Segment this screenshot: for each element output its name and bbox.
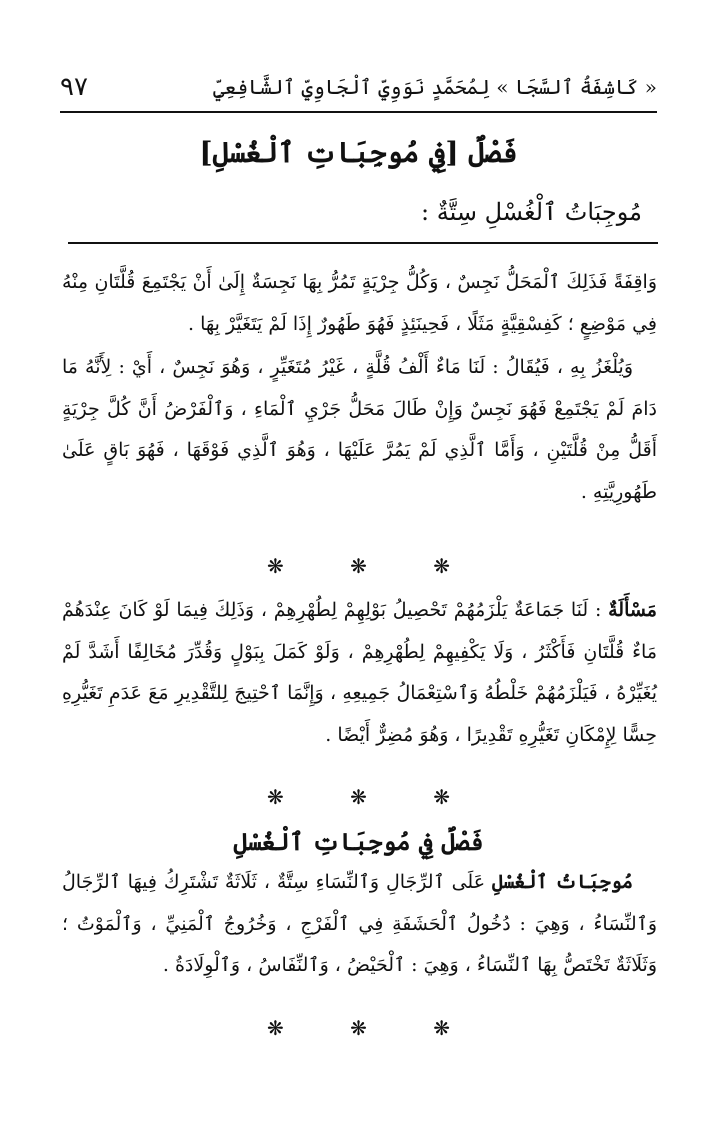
separator-stars-1: ❋ ❋ ❋ bbox=[267, 554, 450, 578]
paragraph-3 bbox=[62, 590, 657, 756]
paragraph-1-text: وَاقِفَةً فَذَلِكَ ٱلْمَحَلُّ نَجِسٌ ، وَكُلُّ جِرْيَةٍ تَمُرُّ بِهَا نَجِسَةٌ إِلَىٰ أَنْ يَجْتَمِعَ قُلَّتَانِ مِنْهُ فِي مَوْضِعٍ ؛ كَفِسْقِيَّةٍ مَثَلًا ، فَحِينَئِذٍ فَهُوَ طَهُورٌ إِذَا لَمْ يَتَغَيَّرْ بِهَا . bbox=[62, 271, 657, 335]
paragraph-4-term: مُوجِبَاتُ ٱلْغُسْلِ bbox=[491, 871, 633, 893]
paragraph-2-text: وَيُلْغَزُ بِهِ ، فَيُقَالُ : لَنَا مَاءٌ أَلْفُ قُلَّةٍ ، غَيْرُ مُتَغَيِّرٍ ، وَهُوَ نَجِسٌ ، أَيْ : لِأَنَّهُ مَا دَامَ لَمْ يَجْتَمِعْ فَهُوَ نَجِسٌ وَإِنْ طَالَ مَحَلُّ جَرْيِ ٱلْمَاءِ ، وَٱلْفَرْضُ أَنَّ كُلَّ جِرْيَةٍ أَقَلُّ مِنْ قُلَّتَيْنِ ، وَأَمَّا ٱلَّذِي لَمْ يَمُرَّ عَلَيْهَا ، وَهُوَ ٱلَّذِي فَوْقَهَا ، فَهُوَ بَاقٍ عَلَىٰ طَهُورِيَّتِهِ . bbox=[62, 356, 657, 503]
paragraph-3-text: : لَنَا جَمَاعَةٌ يَلْزَمُهُمْ تَحْصِيلُ بَوْلِهِمْ لِطُهْرِهِمْ ، وَذَلِكَ فِيمَا لَوْ كَانَ عِنْدَهُمْ مَاءٌ قُلَّتَانِ فَأَكْثَرُ ، وَلَا يَكْفِيهِمْ لِطُهْرِهِمْ ، وَلَوْ كَمَلَ بِبَوْلٍ وَقُدِّرَ مُخَالِفًا أَشَدَّ لَمْ يُغَيِّرْهُ ، فَيَلْزَمُهُمْ خَلْطُهُ وَٱسْتِعْمَالُ جَمِيعِهِ ، وَإِنَّمَا ٱحْتِيجَ لِلتَّقْدِيرِ مَعَ عَدَمِ تَغَيُّرِهِ حِسًّا لِإِمْكَانِ تَغَيُّرِهِ تَقْدِيرًا ، وَهُوَ مُضِرٌّ أَيْضًا . bbox=[62, 599, 657, 746]
running-head bbox=[60, 70, 657, 110]
paragraph-2 bbox=[62, 347, 657, 513]
header-rule bbox=[60, 111, 657, 113]
paragraph-3-term: مَسْأَلَةٌ bbox=[608, 599, 657, 621]
paragraph-4 bbox=[62, 862, 657, 987]
separator-stars-3: ❋ ❋ ❋ bbox=[267, 1016, 450, 1040]
section-heading-2: فَصْلٌ فِي مُوجِبَاتِ ٱلْغُسْلِ bbox=[233, 827, 484, 856]
footnote-rule bbox=[68, 242, 658, 244]
book-title: « كَاشِفَةُ ٱلسَّجَا » لِمُحَمَّدٍ نَوَوِيِّ ٱلْجَاوِيِّ ٱلشَّافِعِيِّ bbox=[213, 75, 657, 99]
separator-stars-2: ❋ ❋ ❋ bbox=[267, 785, 450, 809]
paragraph-1 bbox=[62, 262, 657, 345]
lead-line: مُوجِبَاتُ ٱلْغُسْلِ سِتَّةٌ : bbox=[421, 198, 642, 226]
section-heading-1: فَصْلٌ [فِي مُوجِبَاتِ ٱلْغُسْلِ] bbox=[199, 136, 518, 169]
paragraph-4-text: عَلَى ٱلرِّجَالِ وَٱلنِّسَاءِ سِتَّةٌ ، ثَلَاثَةٌ تَشْتَرِكُ فِيهَا ٱلرِّجَالُ وَٱلنِّسَاءُ ، وَهِيَ : دُخُولُ ٱلْحَشَفَةِ فِي ٱلْفَرْجِ ، وَخُرُوجُ ٱلْمَنِيِّ ، وَٱلْمَوْتُ ؛ وَثَلَاثَةٌ تَخْتَصُّ بِهَا ٱلنِّسَاءُ ، وَهِيَ : ٱلْحَيْضُ ، وَٱلنِّفَاسُ ، وَٱلْوِلَادَةُ . bbox=[62, 871, 657, 976]
page-number: ٩٧ bbox=[60, 72, 88, 102]
